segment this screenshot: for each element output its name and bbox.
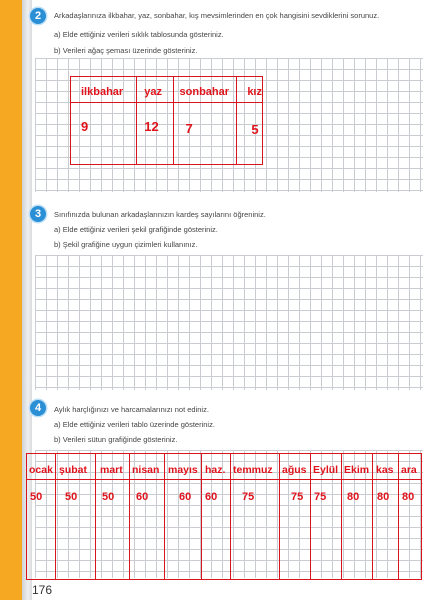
question-3-part-a: a) Elde ettiğiniz verileri şekil grafiğinde gösteriniz.	[54, 225, 218, 234]
month-header: ağus	[280, 454, 311, 480]
question-4-part-b: b) Verileri sütun grafiğinde gösteriniz.	[54, 435, 178, 444]
season-header: yaz	[137, 77, 173, 103]
question-number-2: 2	[30, 8, 46, 24]
month-header: ocak	[27, 454, 56, 480]
month-header-row	[27, 454, 422, 480]
month-value: 75	[231, 480, 280, 580]
month-value: 60	[165, 480, 202, 580]
allowance-value-row	[27, 480, 422, 580]
month-value: 60	[130, 480, 165, 580]
month-header: şubat	[56, 454, 96, 480]
month-header: temmuz	[231, 454, 280, 480]
month-header: haz.	[202, 454, 231, 480]
page-edge-strip	[0, 0, 22, 600]
month-value: 60	[202, 480, 231, 580]
question-2-text: Arkadaşlarınıza ilkbahar, yaz, sonbahar, kış mevsimlerinden en çok hangisini sevdiklerini sorunuz.	[54, 11, 380, 20]
page-number: 176	[32, 583, 53, 597]
question-3-part-b: b) Şekil grafiğine uygun çizimleri kullanınız.	[54, 240, 198, 249]
month-value: 50	[27, 480, 56, 580]
question-2-part-b: b) Verileri ağaç şeması üzerinde gösteriniz.	[54, 46, 198, 55]
question-2-part-a: a) Elde ettiğiniz verileri sıklık tablosunda gösteriniz.	[54, 30, 224, 39]
month-header: ara	[399, 454, 422, 480]
season-header: ilkbahar	[71, 77, 137, 103]
month-value: 75	[311, 480, 342, 580]
month-header: kas	[373, 454, 399, 480]
question-4-text: Aylık harçlığınızı ve harcamalarınızı not ediniz.	[54, 405, 209, 414]
month-header: Eylül	[311, 454, 342, 480]
month-header: nisan	[130, 454, 165, 480]
month-value: 75	[280, 480, 311, 580]
question-3-text: Sınıfınızda bulunan arkadaşlarınızın kardeş sayılarını öğreniniz.	[54, 210, 266, 219]
month-value: 80	[399, 480, 422, 580]
season-header: sonbahar	[173, 77, 237, 103]
question-number-4: 4	[30, 400, 46, 416]
month-header: Ekim	[342, 454, 373, 480]
month-value: 80	[373, 480, 399, 580]
season-header: kız	[237, 77, 263, 103]
question-number-3: 3	[30, 206, 46, 222]
season-value: 12	[137, 103, 173, 165]
month-value: 50	[56, 480, 96, 580]
month-header: mart	[96, 454, 130, 480]
monthly-allowance-table	[26, 453, 422, 580]
month-header: mayıs	[165, 454, 202, 480]
season-value: 5	[237, 103, 263, 165]
month-value: 50	[96, 480, 130, 580]
month-value: 80	[342, 480, 373, 580]
answer-grid-3	[35, 255, 423, 390]
season-value: 7	[173, 103, 237, 165]
season-value: 9	[71, 103, 137, 165]
question-4-part-a: a) Elde ettiğiniz verileri tablo üzerinde gösteriniz.	[54, 420, 215, 429]
season-frequency-table	[70, 76, 263, 165]
